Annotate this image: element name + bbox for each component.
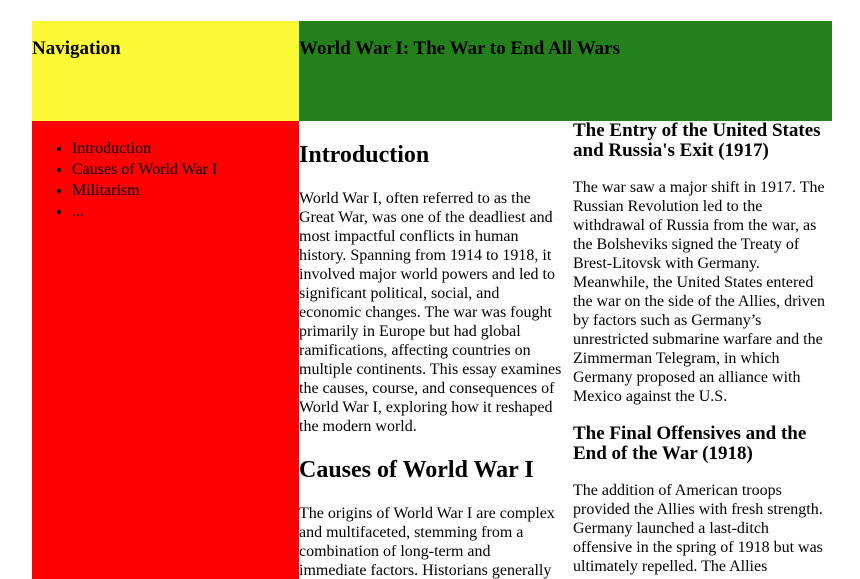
section-heading-final: The Final Offensives and the End of the War (1918) xyxy=(573,423,807,464)
section-body-final: The addition of American troops provided the Allies with fresh strength. Germany launched a last-ditch offensive in the spring of 1918 but was ultimately repelled. The Allies xyxy=(573,482,823,575)
site-header xyxy=(299,21,832,121)
nav-item-causes[interactable] xyxy=(72,159,217,180)
nav-item-militarism[interactable] xyxy=(72,180,217,201)
nav-link-causes[interactable]: Causes of World War I xyxy=(72,161,218,178)
nav-link-militarism[interactable]: Militarism xyxy=(72,182,140,199)
section-heading-introduction: Introduction xyxy=(299,142,430,168)
main-column-right xyxy=(573,121,832,579)
page xyxy=(32,21,832,579)
nav-link-introduction[interactable]: Introduction xyxy=(72,140,152,157)
nav-link-more[interactable]: ... xyxy=(72,203,84,220)
nav-item-more[interactable] xyxy=(72,201,217,222)
main-column-left xyxy=(299,121,562,579)
nav-list xyxy=(32,138,217,222)
section-body-entry: The war saw a major shift in 1917. The Russian Revolution led to the withdrawal of Russia from the war, as the Bolsheviks signed the Treaty of Brest-Litovsk with Germany. Meanwhile, the United States entered the war on the side of the Allies, driven by factors such as Germany’s unrestricted submarine warfare and the Zimmerman Telegram, in which Germany proposed an alliance with Mexico against the U.S. xyxy=(573,179,825,405)
sidebar xyxy=(32,121,299,579)
page-title: World War I: The War to End All Wars xyxy=(299,38,620,59)
section-heading-causes: Causes of World War I xyxy=(299,457,534,483)
nav-header xyxy=(32,21,299,121)
section-body-causes: The origins of World War I are complex and multifaceted, stemming from a combination of long-term and immediate factors. Historians generally xyxy=(299,505,555,579)
section-body-introduction: World War I, often referred to as the Great War, was one of the deadliest and most impactful conflicts in human history. Spanning from 1914 to 1918, it involved major world powers and led to significant political, social, and economic changes. The war was fought primarily in Europe but had global ramifications, affecting countries on multiple continents. This essay examines the causes, course, and consequences of World War I, exploring how it reshaped the modern world. xyxy=(299,190,562,435)
nav-title: Navigation xyxy=(32,38,121,59)
nav-item-introduction[interactable] xyxy=(72,138,217,159)
section-heading-entry: The Entry of the United States and Russia's Exit (1917) xyxy=(573,121,821,161)
